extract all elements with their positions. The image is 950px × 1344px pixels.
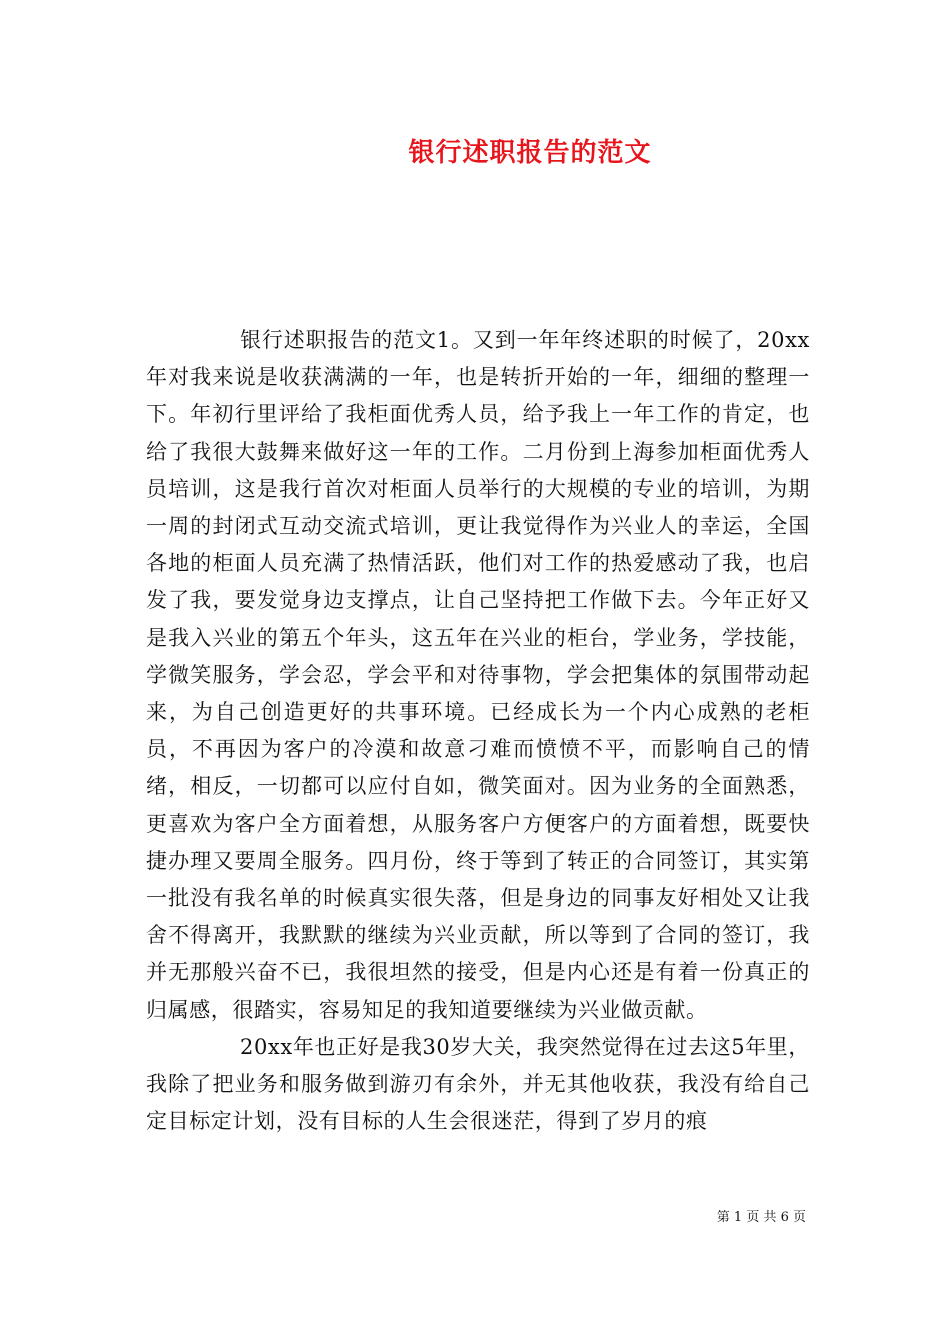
paragraph-1: 银行述职报告的范文1。又到一年年终述职的时候了，20xx年对我来说是收获满满的一年，也是转折开始的一年，细细的整理一下。年初行里评给了我柜面优秀人员，给予我上一年工作的肯定，也给了我很大鼓舞来做好这一年的工作。二月份到上海参加柜面优秀人员培训，这是我行首次对柜面人员举行的大规模的专业的培训，为期一周的封闭式互动交流式培训，更让我觉得作为兴业人的幸运，全国各地的柜面人员充满了热情活跃，他们对工作的热爱感动了我，也启发了我，要发觉身边支撑点，让自己坚持把工作做下去。今年正好又是我入兴业的第五个年头，这五年在兴业的柜台，学业务，学技能，学微笑服务，学会忍，学会平和对待事物，学会把集体的氛围带动起来，为自己创造更好的共事环境。已经成长为一个内心成熟的老柜员，不再因为客户的冷漠和故意刁难而愤愤不平，而影响自己的情绪，相反，一切都可以应付自如，微笑面对。因为业务的全面熟悉，更喜欢为客户全方面着想，从服务客户方便客户的方面着想，既要快捷办理又要周全服务。四月份，终于等到了转正的合同签订，其实第一批没有我名单的时候真实很失落，但是身边的同事友好相处又让我舍不得离开，我默默的继续为兴业贡献，所以等到了合同的签订，我并无那般兴奋不已，我很坦然的接受，但是内心还是有着一份真正的归属感，很踏实，容易知足的我知道要继续为兴业做贡献。	[146, 328, 810, 1022]
page-number-footer: 第 1 页 共 6 页	[716, 1210, 806, 1225]
document-body	[146, 322, 810, 1140]
document-title: 银行述职报告的范文	[408, 138, 652, 168]
paragraph-2: 20xx年也正好是我30岁大关，我突然觉得在过去这5年里，我除了把业务和服务做到游刃有余外，并无其他收获，我没有给自己定目标定计划，没有目标的人生会很迷茫，得到了岁月的痕	[146, 1034, 810, 1134]
